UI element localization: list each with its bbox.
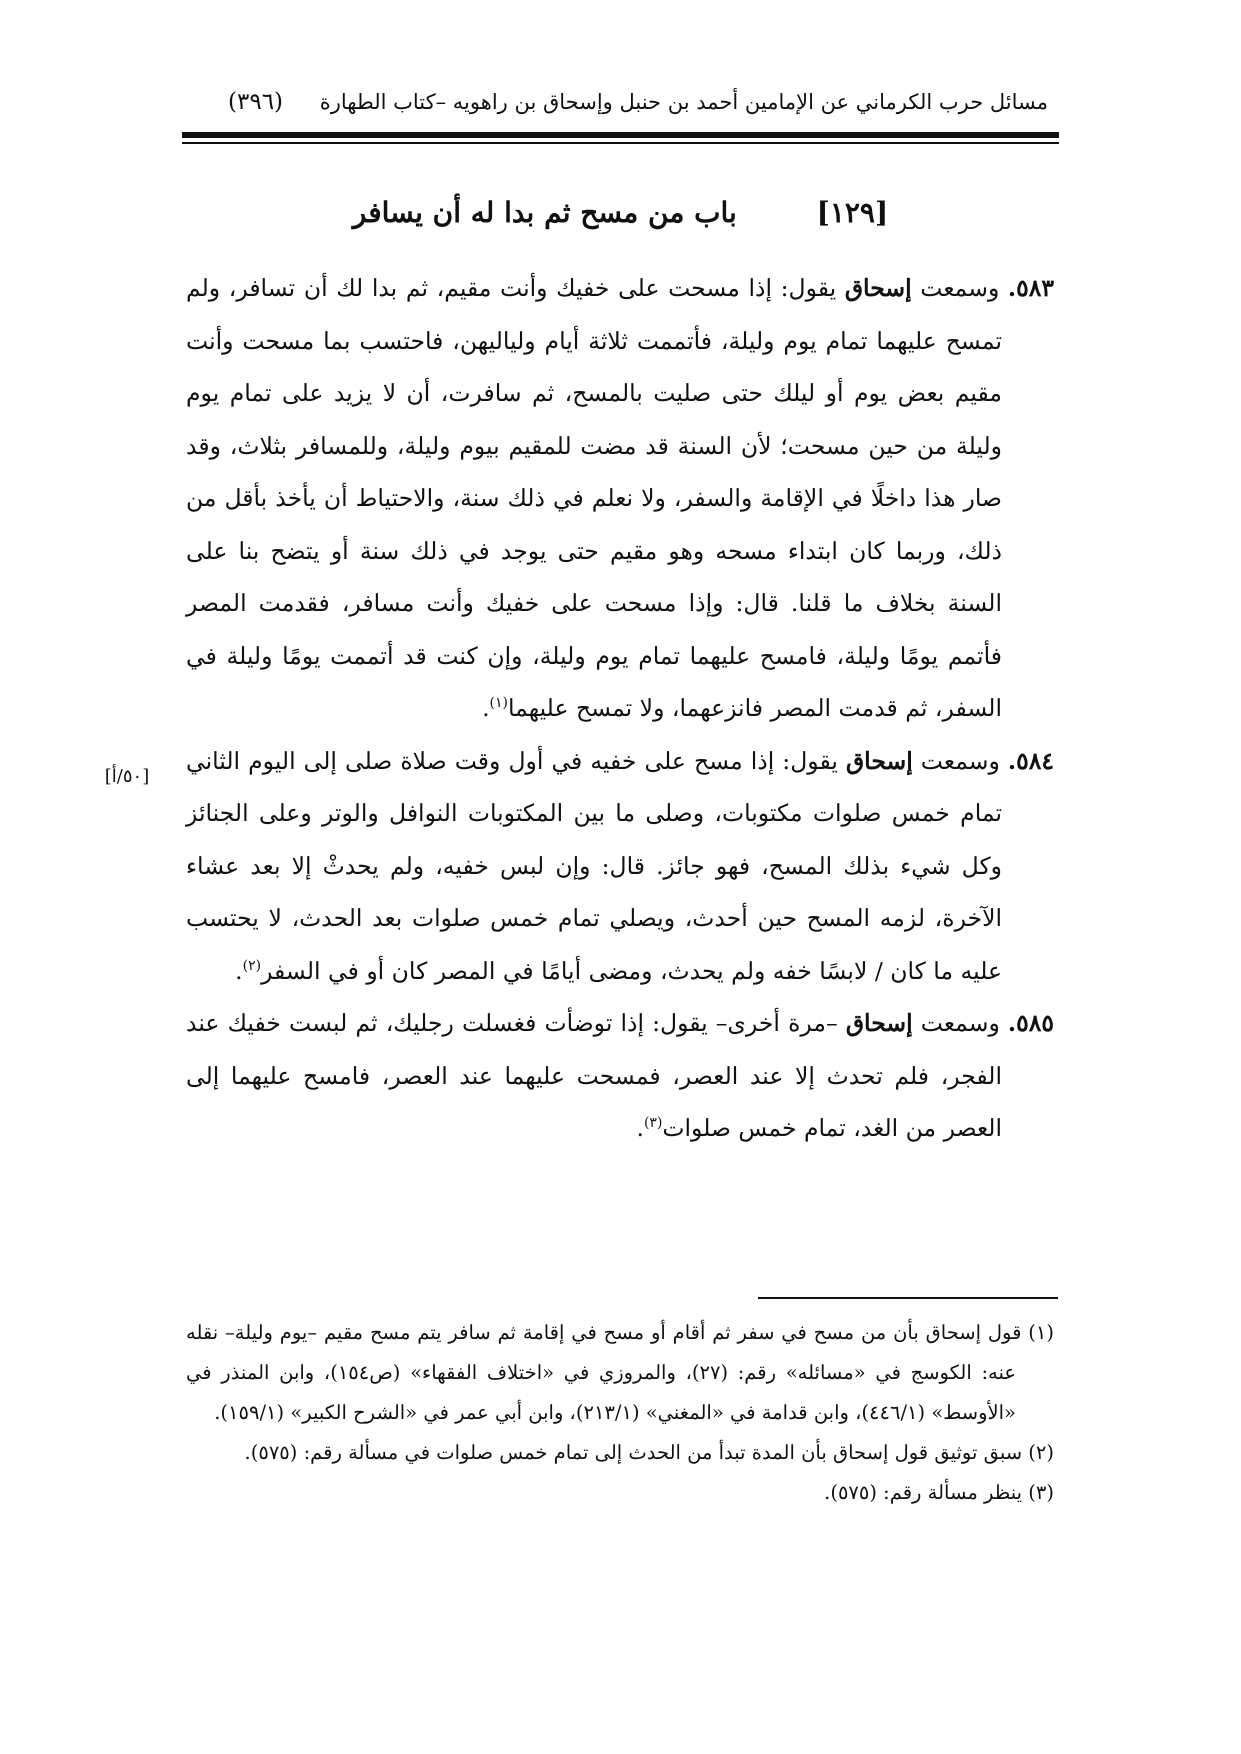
paragraph-end: . <box>482 694 490 722</box>
paragraph-585 <box>186 997 1054 1155</box>
paragraph-intro: وسمعت <box>920 274 1000 302</box>
header-rule-thin <box>182 142 1059 144</box>
header-rule-thick <box>182 132 1059 138</box>
footnote-marker: (١) <box>1028 1321 1054 1344</box>
footnotes <box>186 1313 1054 1513</box>
paragraph-584 <box>186 735 1054 998</box>
footnote-ref[interactable]: (٢) <box>242 957 262 974</box>
footnote-2 <box>186 1433 1054 1473</box>
footnote-text: قول إسحاق بأن من مسح في سفر ثم أقام أو مسح في إقامة ثم سافر يتم مسح مقيم –يوم وليلة– نقله عنه: الكوسج في «مسائله» رقم: (٢٧)، والمروزي في «اختلاف الفقهاء» (ص١٥٤)، وابن المنذر في «الأوسط» (٤٤٦/١)، وابن قدامة في «المغني» (٢١٣/١)، وابن أبي عمر في «الشرح الكبير» (١٥٩/١). <box>186 1321 1022 1424</box>
paragraph-intro: وسمعت <box>920 1009 1000 1037</box>
speaker-name: إسحاق <box>845 1009 913 1037</box>
footnote-text: سبق توثيق قول إسحاق بأن المدة تبدأ من الحدث إلى تمام خمس صلوات في مسألة رقم: (٥٧٥). <box>244 1441 1023 1464</box>
footnote-1 <box>186 1313 1054 1433</box>
footnote-3 <box>186 1473 1054 1513</box>
footnote-ref[interactable]: (١) <box>489 695 509 712</box>
paragraph-583 <box>186 262 1054 735</box>
chapter-number: [١٢٩] <box>816 196 889 229</box>
paragraph-number: ٥٨٣. <box>1007 274 1054 302</box>
main-text <box>186 262 1054 1155</box>
footnote-text: ينظر مسألة رقم: (٥٧٥). <box>824 1481 1023 1504</box>
running-header <box>228 80 1048 124</box>
paragraph-number: ٥٨٥. <box>1007 1009 1054 1037</box>
running-title: مسائل حرب الكرماني عن الإمامين أحمد بن حنبل وإسحاق بن راهويه –كتاب الطهارة <box>319 90 1048 114</box>
margin-folio-note: [٥٠/أ] <box>104 766 150 787</box>
footnote-ref[interactable]: (٣) <box>643 1115 663 1132</box>
paragraph-end: . <box>636 1114 644 1142</box>
speaker-name: إسحاق <box>844 274 912 302</box>
chapter-title: باب من مسح ثم بدا له أن يسافر <box>352 196 737 229</box>
paragraph-number: ٥٨٤. <box>1007 746 1054 775</box>
footnote-separator <box>758 1297 1058 1299</box>
paragraph-intro: وسمعت <box>920 746 1000 775</box>
paragraph-text: –مرة أخرى– يقول: إذا توضأت فغسلت رجليك، ثم لبست خفيك عند الفجر، فلم تحدث إلا عند العصر، فمسحت عليهما عند العصر، فامسح عليهما إلى العصر من الغد، تمام خمس صلوات <box>186 1009 1002 1142</box>
paragraph-end: . <box>235 956 243 985</box>
paragraph-text: يقول: إذا مسحت على خفيك وأنت مقيم، ثم بدا لك أن تسافر، ولم تمسح عليهما تمام يوم وليلة، فأتممت ثلاثة أيام ولياليهن، فاحتسب بما مسحت وأنت مقيم بعض يوم أو ليلك حتى صليت بالمسح، ثم سافرت، أن لا يزيد على تمام يوم وليلة من حين مسحت؛ لأن السنة قد مضت للمقيم بيوم وليلة، وللمسافر بثلاث، وقد صار هذا داخلًا في الإقامة والسفر، ولا نعلم في ذلك سنة، والاحتياط أن يأخذ بأقل من ذلك، وربما كان ابتداء مسحه وهو مقيم حتى يوجد في ذلك سنة أو يتضح بنا على السنة بخلاف ما قلنا. قال: وإذا مسحت على خفيك وأنت مسافر، فقدمت المصر فأتمم يومًا وليلة، فامسح عليهما تمام يوم وليلة، وإن كنت قد أتممت يومًا وليلة في السفر، ثم قدمت المصر فانزعهما، ولا تمسح عليهما <box>186 274 1002 722</box>
page-number: (٣٩٦) <box>228 89 284 115</box>
chapter-heading <box>182 196 1059 246</box>
paragraph-text: يقول: إذا مسح على خفيه في أول وقت صلاة صلى إلى اليوم الثاني تمام خمس صلوات مكتوبات، وصلى ما بين المكتوبات النوافل والوتر وعلى الجنائز وكل شيء بذلك المسح، فهو جائز. قال: وإن لبس خفيه، ولم يحدثْ إلا بعد عشاء الآخرة، لزمه المسح حين أحدث، ويصلي تمام خمس صلوات بعد الحدث، لا يحتسب عليه ما كان / لابسًا خفه ولم يحدث، ومضى أيامًا في المصر كان أو في السفر <box>186 746 1002 985</box>
speaker-name: إسحاق <box>845 746 913 775</box>
footnote-marker: (٢) <box>1028 1441 1054 1464</box>
footnote-marker: (٣) <box>1028 1481 1054 1504</box>
